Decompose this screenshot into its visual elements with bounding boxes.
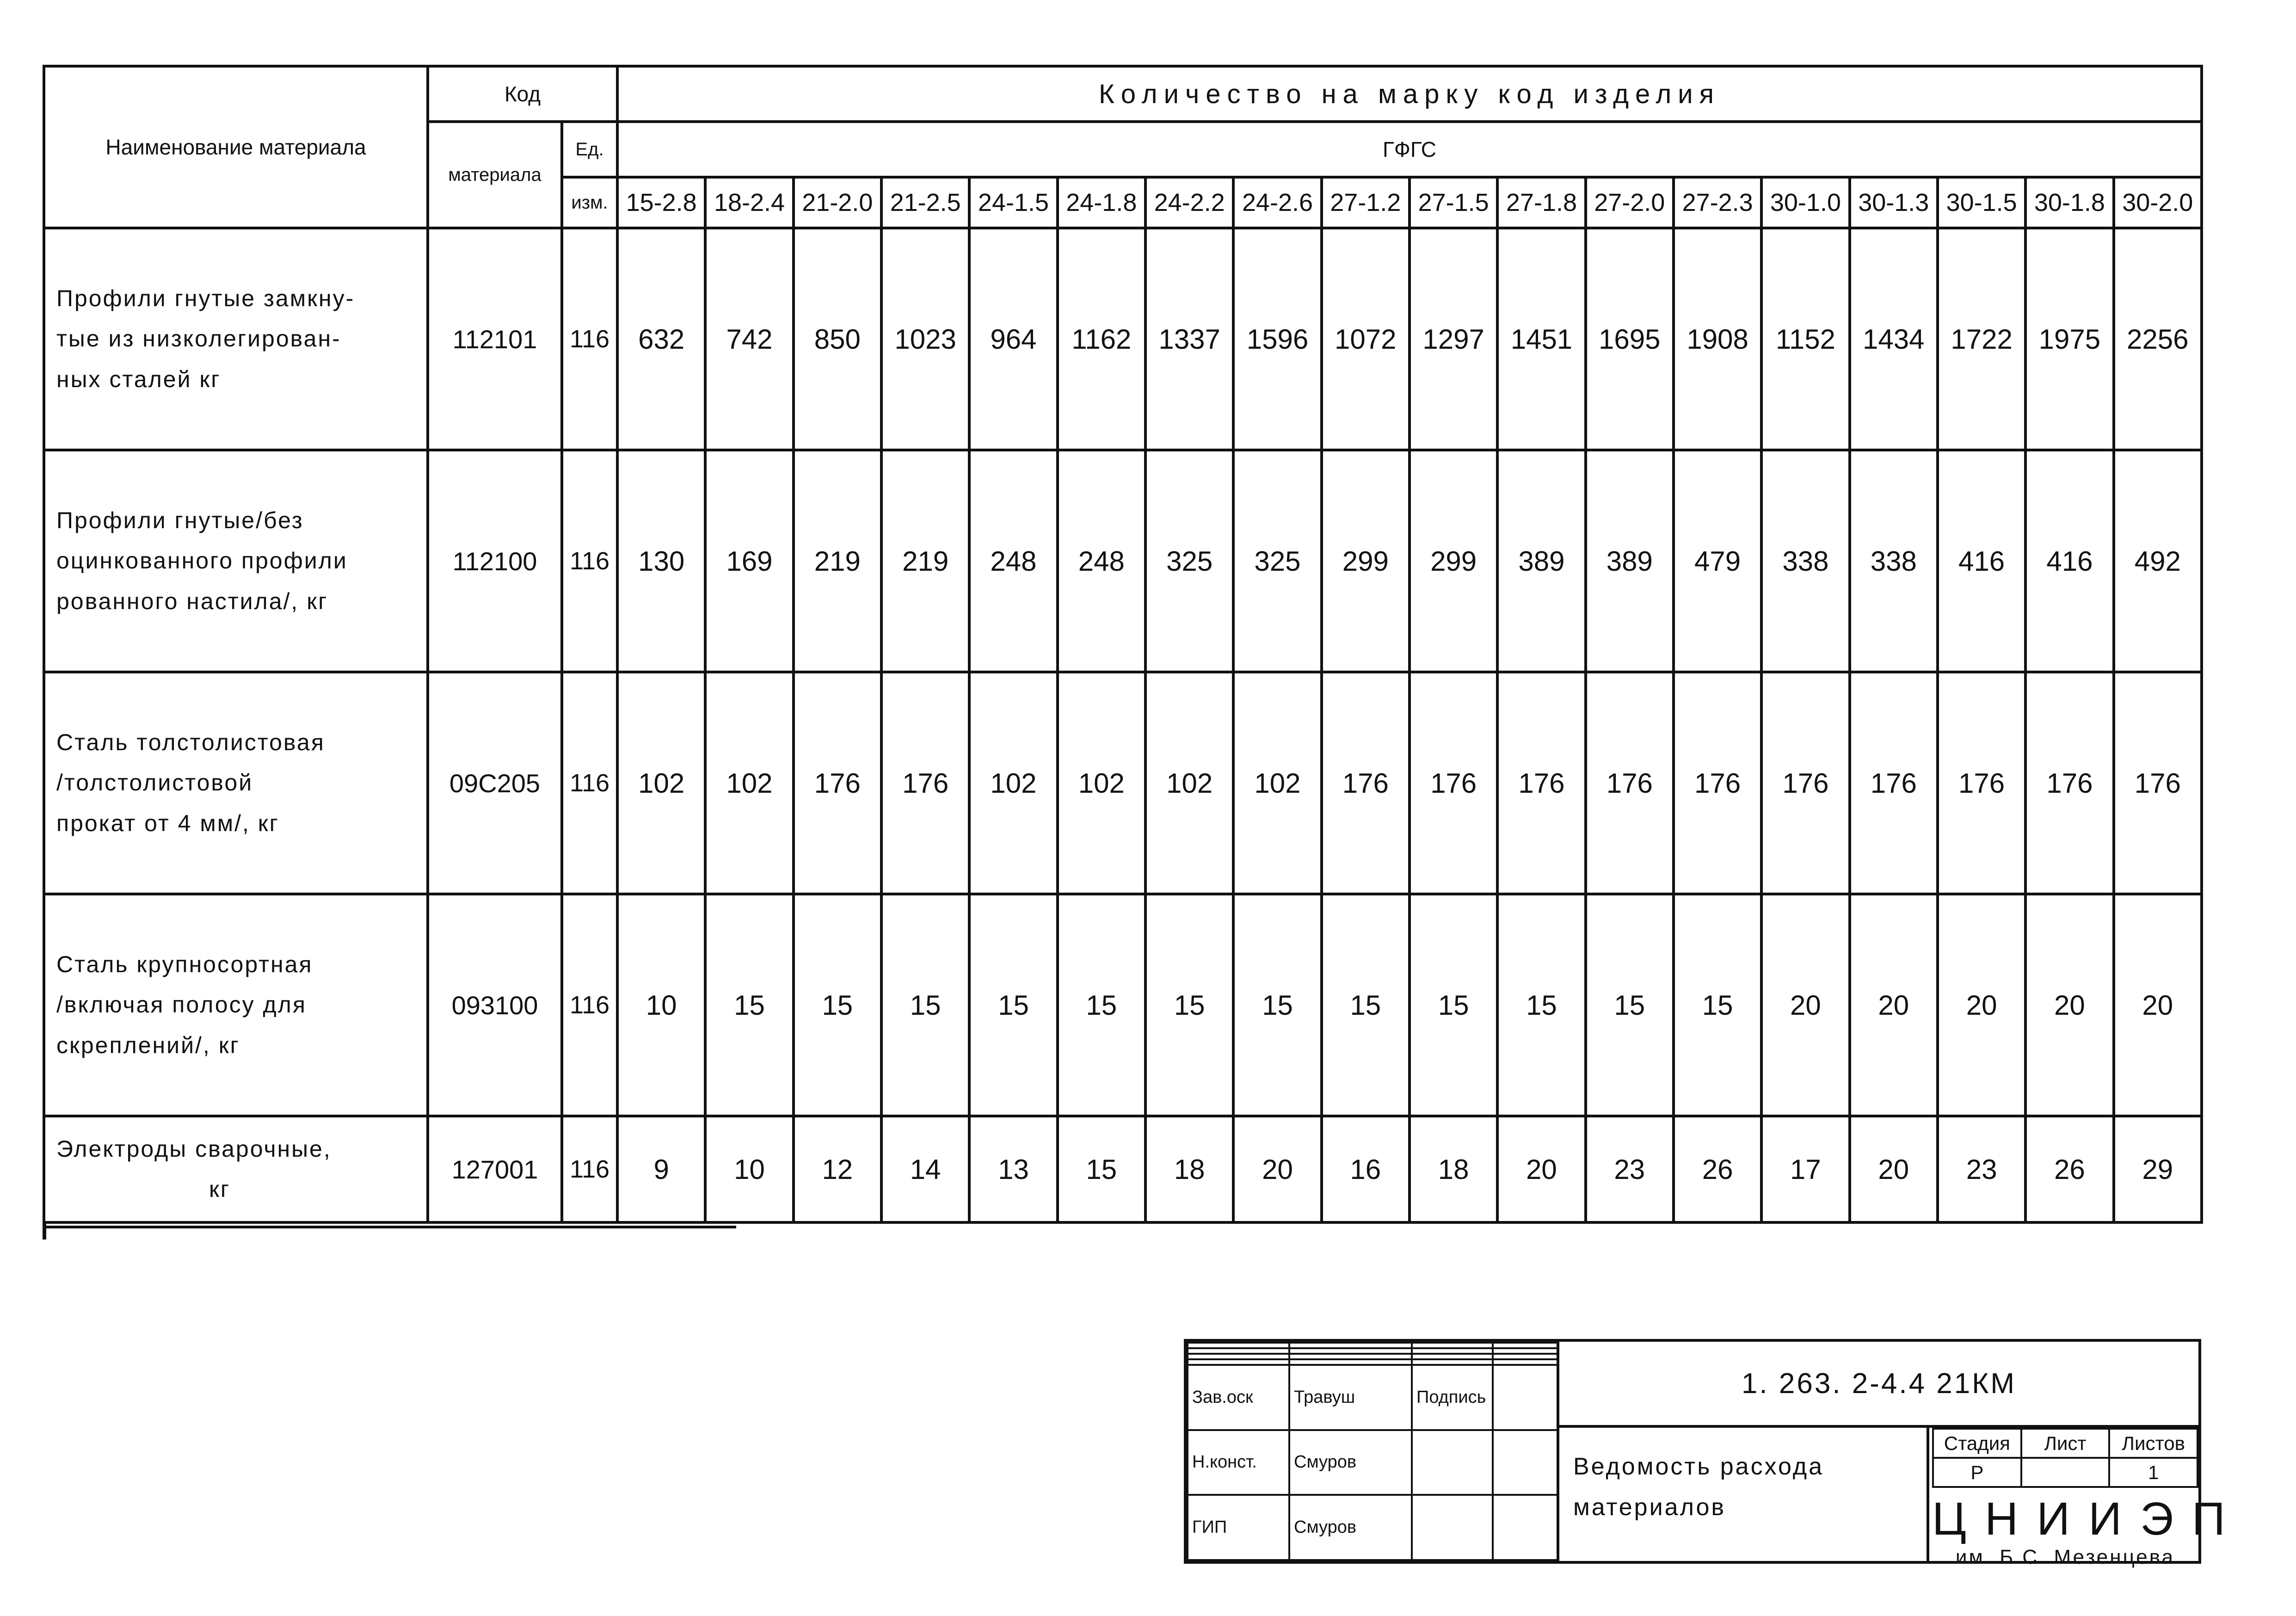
material-code: 112100 <box>428 450 562 672</box>
signer-role: Н.конст. <box>1188 1430 1289 1495</box>
quantity-cell: 15 <box>705 894 793 1116</box>
quantity-cell: 1152 <box>1761 228 1849 450</box>
column-header: 21-2.5 <box>881 177 969 228</box>
column-header: 18-2.4 <box>705 177 793 228</box>
quantity-cell: 176 <box>1674 672 1761 894</box>
quantity-cell: 10 <box>617 894 705 1116</box>
signer-role: Зав.оск <box>1188 1365 1289 1430</box>
quantity-cell: 176 <box>1322 672 1410 894</box>
signer-name: Смуров <box>1289 1430 1412 1495</box>
quantity-cell: 389 <box>1586 450 1674 672</box>
material-name-line: скреплений/, кг <box>56 1032 240 1058</box>
material-name-line: /толстолистовой <box>56 770 253 796</box>
column-header: 24-2.2 <box>1145 177 1233 228</box>
column-header: 27-1.8 <box>1497 177 1585 228</box>
quantity-cell: 15 <box>1233 894 1321 1116</box>
quantity-cell: 176 <box>1586 672 1674 894</box>
quantity-cell: 176 <box>1761 672 1849 894</box>
unit-code: 116 <box>562 450 617 672</box>
column-header: 30-1.5 <box>1938 177 2025 228</box>
material-name-line: прокат от 4 мм/, кг <box>56 810 279 836</box>
quantity-cell: 176 <box>1850 672 1938 894</box>
quantity-cell: 1297 <box>1410 228 1497 450</box>
quantity-cell: 219 <box>881 450 969 672</box>
quantity-cell: 176 <box>2114 672 2202 894</box>
quantity-cell: 2256 <box>2114 228 2202 450</box>
signature-grid <box>1187 1342 1559 1561</box>
sheet-value <box>2021 1458 2110 1487</box>
quantity-cell: 15 <box>1410 894 1497 1116</box>
quantity-cell: 20 <box>1233 1116 1321 1222</box>
quantity-cell: 9 <box>617 1116 705 1222</box>
quantity-cell: 176 <box>1410 672 1497 894</box>
organization-subtitle: им. Б.С. Мезенцева <box>1955 1546 2175 1568</box>
quantity-cell: 1434 <box>1850 228 1938 450</box>
quantity-cell: 26 <box>1674 1116 1761 1222</box>
quantity-cell: 325 <box>1145 450 1233 672</box>
code-header: Код <box>428 66 617 122</box>
column-header: 24-2.6 <box>1233 177 1321 228</box>
quantity-cell: 479 <box>1674 450 1761 672</box>
column-header: 24-1.8 <box>1058 177 1145 228</box>
sheet-label: Лист <box>2021 1429 2110 1458</box>
material-code: 112101 <box>428 228 562 450</box>
material-row <box>44 894 2202 1116</box>
quantity-cell: 18 <box>1410 1116 1497 1222</box>
organization-name: ЦНИИЭП <box>1932 1493 2244 1545</box>
quantity-cell: 299 <box>1410 450 1497 672</box>
quantity-cell: 1908 <box>1674 228 1761 450</box>
quantity-cell: 23 <box>1938 1116 2025 1222</box>
material-name <box>44 450 428 672</box>
column-header: 27-2.0 <box>1586 177 1674 228</box>
quantity-cell: 23 <box>1586 1116 1674 1222</box>
quantity-cell: 15 <box>969 894 1057 1116</box>
column-header: 21-2.0 <box>794 177 881 228</box>
column-header: 30-1.3 <box>1850 177 1938 228</box>
column-header: 30-1.0 <box>1761 177 1849 228</box>
document-title-line: материалов <box>1573 1494 1726 1521</box>
unit-code: 116 <box>562 672 617 894</box>
quantity-cell: 15 <box>1058 1116 1145 1222</box>
quantity-cell: 20 <box>1850 894 1938 1116</box>
quantity-cell: 176 <box>1497 672 1585 894</box>
quantity-cell: 1722 <box>1938 228 2025 450</box>
sheet-bottom-line <box>43 1226 736 1228</box>
material-name-line: /включая полосу для <box>56 992 307 1018</box>
signature-label: Подпись <box>1412 1365 1493 1430</box>
group-header: ГФГС <box>617 122 2202 177</box>
column-header: 15-2.8 <box>617 177 705 228</box>
quantity-cell: 338 <box>1761 450 1849 672</box>
stage-grid <box>1932 1428 2198 1488</box>
quantity-cell: 1072 <box>1322 228 1410 450</box>
material-name-line: ных сталей кг <box>56 366 221 392</box>
material-name-line: Сталь толстолистовая <box>56 729 325 755</box>
signer-role: ГИП <box>1188 1495 1289 1560</box>
quantity-cell: 15 <box>1674 894 1761 1116</box>
quantity-cell: 964 <box>969 228 1057 450</box>
quantity-cell: 492 <box>2114 450 2202 672</box>
stage-value: Р <box>1933 1458 2021 1487</box>
material-name-line: Профили гнутые/без <box>56 507 304 533</box>
quantity-cell: 1975 <box>2025 228 2113 450</box>
material-name-line: кг <box>209 1176 231 1202</box>
column-header: 27-1.2 <box>1322 177 1410 228</box>
quantity-cell: 1695 <box>1586 228 1674 450</box>
quantity-cell: 338 <box>1850 450 1938 672</box>
materials-table <box>43 65 2203 1224</box>
quantity-cell: 102 <box>1145 672 1233 894</box>
quantity-cell: 169 <box>705 450 793 672</box>
quantity-cell: 15 <box>1322 894 1410 1116</box>
quantity-cell: 20 <box>1761 894 1849 1116</box>
sheets-label: Листов <box>2109 1429 2198 1458</box>
quantity-cell: 15 <box>1145 894 1233 1116</box>
header-row-1 <box>44 66 2202 122</box>
material-name <box>44 894 428 1116</box>
unit-header: Ед. <box>562 122 617 177</box>
quantity-cell: 850 <box>794 228 881 450</box>
quantity-cell: 15 <box>1586 894 1674 1116</box>
sheets-value: 1 <box>2109 1458 2198 1487</box>
material-name-line: Сталь крупносортная <box>56 951 313 977</box>
sheet-left-mark <box>43 1221 46 1240</box>
material-row <box>44 450 2202 672</box>
quantity-cell: 742 <box>705 228 793 450</box>
quantity-cell: 1023 <box>881 228 969 450</box>
quantity-cell: 29 <box>2114 1116 2202 1222</box>
quantity-cell: 416 <box>1938 450 2025 672</box>
material-code-header: материала <box>428 122 562 228</box>
material-name <box>44 1116 428 1222</box>
unit-header-2: изм. <box>562 177 617 228</box>
document-title-line: Ведомость расхода <box>1573 1453 1824 1480</box>
material-name-line: оцинкованного профили <box>56 548 348 574</box>
signer-name: Смуров <box>1289 1495 1412 1560</box>
material-row <box>44 1116 2202 1222</box>
quantity-cell: 1162 <box>1058 228 1145 450</box>
material-name-line: рованного настила/, кг <box>56 588 328 614</box>
unit-code: 116 <box>562 1116 617 1222</box>
unit-code: 116 <box>562 894 617 1116</box>
quantity-cell: 15 <box>794 894 881 1116</box>
quantity-cell: 20 <box>2025 894 2113 1116</box>
material-code: 093100 <box>428 894 562 1116</box>
quantity-cell: 102 <box>705 672 793 894</box>
quantity-cell: 12 <box>794 1116 881 1222</box>
unit-code: 116 <box>562 228 617 450</box>
column-header: 30-1.8 <box>2025 177 2113 228</box>
material-row <box>44 672 2202 894</box>
quantity-header: Количество на марку код изделия <box>617 66 2202 122</box>
material-name-line: Профили гнутые замкну- <box>56 285 355 311</box>
column-header: 30-2.0 <box>2114 177 2202 228</box>
quantity-cell: 219 <box>794 450 881 672</box>
material-code: 127001 <box>428 1116 562 1222</box>
quantity-cell: 13 <box>969 1116 1057 1222</box>
document-code: 1. 263. 2-4.4 21КМ <box>1559 1342 2198 1428</box>
quantity-cell: 15 <box>881 894 969 1116</box>
column-header: 27-2.3 <box>1674 177 1761 228</box>
quantity-cell: 1451 <box>1497 228 1585 450</box>
material-code: 09С205 <box>428 672 562 894</box>
quantity-cell: 176 <box>794 672 881 894</box>
quantity-cell: 176 <box>1938 672 2025 894</box>
quantity-cell: 389 <box>1497 450 1585 672</box>
quantity-cell: 248 <box>969 450 1057 672</box>
quantity-cell: 176 <box>881 672 969 894</box>
quantity-cell: 299 <box>1322 450 1410 672</box>
material-name <box>44 672 428 894</box>
quantity-cell: 176 <box>2025 672 2113 894</box>
quantity-cell: 248 <box>1058 450 1145 672</box>
quantity-cell: 130 <box>617 450 705 672</box>
quantity-cell: 20 <box>2114 894 2202 1116</box>
quantity-cell: 20 <box>1938 894 2025 1116</box>
quantity-cell: 325 <box>1233 450 1321 672</box>
quantity-cell: 1596 <box>1233 228 1321 450</box>
quantity-cell: 102 <box>617 672 705 894</box>
signer-name: Травуш <box>1289 1365 1412 1430</box>
organization <box>1932 1488 2244 1568</box>
material-row <box>44 228 2202 450</box>
quantity-cell: 102 <box>1058 672 1145 894</box>
column-header: 24-1.5 <box>969 177 1057 228</box>
material-name-line: тые из низколегирован- <box>56 326 341 352</box>
quantity-cell: 16 <box>1322 1116 1410 1222</box>
quantity-cell: 102 <box>969 672 1057 894</box>
quantity-cell: 20 <box>1850 1116 1938 1222</box>
document-title <box>1559 1428 1929 1561</box>
material-name-line: Электроды сварочные, <box>56 1135 332 1162</box>
title-block <box>1184 1339 2244 1568</box>
quantity-cell: 1337 <box>1145 228 1233 450</box>
column-header: 27-1.5 <box>1410 177 1497 228</box>
quantity-cell: 17 <box>1761 1116 1849 1222</box>
quantity-cell: 26 <box>2025 1116 2113 1222</box>
quantity-cell: 20 <box>1497 1116 1585 1222</box>
quantity-cell: 15 <box>1058 894 1145 1116</box>
quantity-cell: 632 <box>617 228 705 450</box>
quantity-cell: 416 <box>2025 450 2113 672</box>
quantity-cell: 18 <box>1145 1116 1233 1222</box>
quantity-cell: 14 <box>881 1116 969 1222</box>
material-name <box>44 228 428 450</box>
stage-label: Стадия <box>1933 1429 2021 1458</box>
quantity-cell: 102 <box>1233 672 1321 894</box>
quantity-cell: 15 <box>1497 894 1585 1116</box>
quantity-cell: 10 <box>705 1116 793 1222</box>
material-name-header: Наименование материала <box>44 66 428 228</box>
